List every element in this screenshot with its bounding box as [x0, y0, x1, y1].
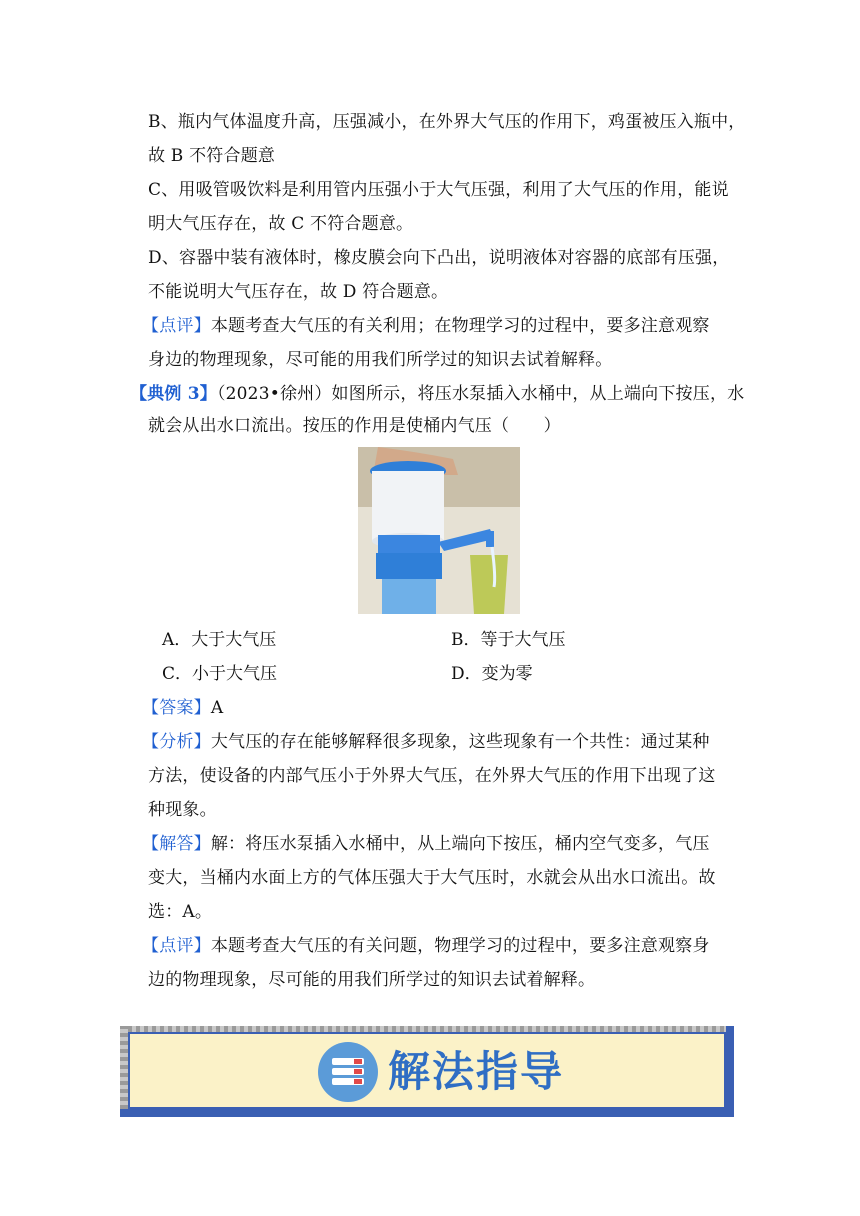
- analysis-line: 种现象。: [148, 800, 217, 820]
- comment-tag: 【点评】: [142, 936, 211, 956]
- solution-text: 解：将压水泵插入水桶中，从上端向下按压，桶内空气变多，气压: [210, 834, 710, 854]
- text-line: D、容器中装有液体时，橡皮膜会向下凸出，说明液体对容器的底部有压强，: [148, 248, 730, 268]
- option-a: A．大于大气压: [162, 630, 277, 650]
- answer-tag: 【答案】: [142, 698, 211, 718]
- example-line: 就会从出水口流出。按压的作用是使桶内气压（ ）: [148, 416, 561, 436]
- text-line: 故 B 不符合题意: [148, 146, 276, 166]
- example-text: （2023•徐州）如图所示，将压水泵插入水桶中，从上端向下按压，水: [216, 384, 745, 404]
- text-line: 不能说明大气压存在，故 D 符合题意。: [148, 282, 449, 302]
- water-pump-photo: [358, 447, 520, 614]
- analysis-line: 方法，使设备的内部气压小于外界大气压，在外界大气压的作用下出现了这: [148, 766, 716, 786]
- example-tag: 【典例 3】: [130, 384, 217, 404]
- comment-text: 本题考查大气压的有关问题，物理学习的过程中，要多注意观察身: [210, 936, 710, 956]
- option-b: B．等于大气压: [451, 630, 566, 650]
- section-banner: [120, 1026, 734, 1117]
- answer-line: [142, 698, 223, 718]
- text-line: 明大气压存在，故 C 不符合题意。: [148, 214, 414, 234]
- comment-line: [142, 316, 710, 336]
- text-line: B、瓶内气体温度升高，压强减小，在外界大气压的作用下，鸡蛋被压入瓶中，: [148, 112, 746, 132]
- comment-text: 本题考查大气压的有关利用；在物理学习的过程中，要多注意观察: [210, 316, 710, 336]
- text-line: C、用吸管吸饮料是利用管内压强小于大气压强，利用了大气压的作用，能说: [148, 180, 729, 200]
- comment-line: [142, 936, 710, 956]
- banner-title: 解法指导: [388, 1047, 565, 1096]
- solution-tag: 【解答】: [142, 834, 211, 854]
- solution-line: 选：A。: [148, 902, 213, 922]
- solution-line: [142, 834, 710, 854]
- comment-line: 边的物理现象，尽可能的用我们所学过的知识去试着解释。: [148, 970, 596, 990]
- answer-text: A: [210, 698, 224, 718]
- book-stack-icon: [318, 1042, 378, 1102]
- example-heading: [130, 384, 744, 404]
- comment-tag: 【点评】: [142, 316, 211, 336]
- comment-line: 身边的物理现象，尽可能的用我们所学过的知识去试着解释。: [148, 350, 613, 370]
- analysis-tag: 【分析】: [142, 732, 211, 752]
- analysis-text: 大气压的存在能够解释很多现象，这些现象有一个共性：通过某种: [210, 732, 710, 752]
- analysis-line: [142, 732, 710, 752]
- solution-line: 变大，当桶内水面上方的气体压强大于大气压时，水就会从出水口流出。故: [148, 868, 716, 888]
- option-c: C．小于大气压: [162, 664, 278, 684]
- option-d: D．变为零: [451, 664, 533, 684]
